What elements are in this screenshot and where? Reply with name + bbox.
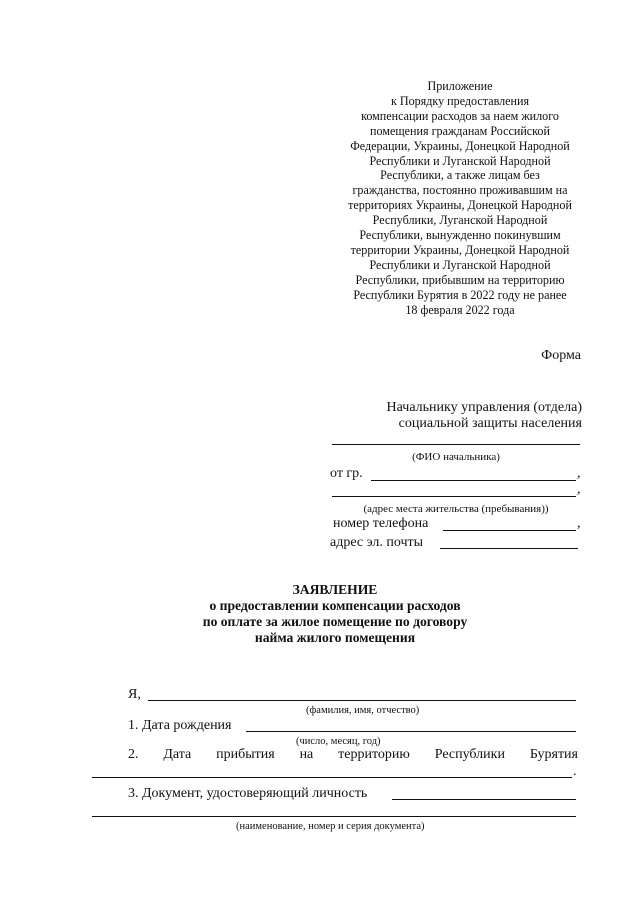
appendix-line: территориях Украины, Донецкой Народной [348,198,572,213]
appendix-line: территории Украины, Донецкой Народной [350,242,570,257]
arrival-date-field[interactable] [92,777,572,778]
comma: , [577,482,581,497]
title-line: найма жилого помещения [254,630,416,645]
address-caption: (адрес места жительства (пребывания)) [363,503,549,515]
arrival-word: Дата [163,747,192,762]
addressee-line-2: социальной защиты населения [398,416,582,431]
arrival-word: территорию [338,747,410,762]
phone-field[interactable] [443,530,576,531]
fio-field[interactable] [148,700,576,701]
title-line: ЗАЯВЛЕНИЕ [292,582,378,597]
arrival-word: 2. [128,747,139,762]
birth-label: 1. Дата рождения [128,718,232,733]
appendix-line: Республики, а также лицам без [380,168,540,183]
head-name-caption: (ФИО начальника) [412,451,500,463]
fio-caption: (фамилия, имя, отчество) [306,705,420,716]
appendix-line: к Порядку предоставления [390,93,530,108]
arrival-label [128,747,578,763]
document-field[interactable] [392,799,576,800]
phone-label: номер телефона [333,516,429,531]
appendix-line: Республики и Луганской Народной [369,153,551,168]
head-name-field[interactable] [332,444,580,445]
appendix-line: компенсации расходов за наем жилого [361,108,559,123]
form-label: Форма [541,348,581,363]
appendix-line: Республики Бурятия в 2022 году не ранее [353,287,567,302]
birth-date-field[interactable] [246,731,576,732]
arrival-word: Республики [434,747,505,762]
document-caption: (наименование, номер и серия документа) [236,821,425,832]
comma: , [577,466,581,481]
appendix-line: Республики и Луганской Народной [369,257,551,272]
date-caption: (число, месяц, год) [296,736,381,747]
arrival-word: прибытия [216,747,275,762]
address-field[interactable] [332,496,576,497]
appendix-line: Республики, вынужденно покинувшим [359,228,561,243]
applicant-name-field[interactable] [371,480,576,481]
arrival-word: Бурятия [529,747,578,762]
email-label: адрес эл. почты [330,535,424,550]
appendix-line: 18 февраля 2022 года [405,302,515,317]
from-prefix: от гр. [330,466,363,481]
addressee-block [320,400,582,432]
appendix-line: Приложение [427,79,493,93]
document-label: 3. Документ, удостоверяющий личность [128,786,368,801]
i-prefix: Я, [128,687,141,702]
title-line: по оплате за жилое помещение по договору [202,614,468,629]
document-title [140,582,530,646]
appendix-line: гражданства, постоянно проживавшим на [352,183,568,198]
addressee-line-1: Начальнику управления (отдела) [386,400,582,415]
arrival-word: на [299,747,314,762]
appendix-line: Республики, прибывшим на территорию [355,272,565,287]
email-field[interactable] [440,548,578,549]
comma: , [577,516,581,531]
appendix-line: Республики, Луганской Народной [372,213,548,228]
appendix-line: Федерации, Украины, Донецкой Народной [350,138,570,153]
appendix-line: помещения гражданам Российской [370,123,550,138]
appendix-note [330,79,590,318]
period: . [573,764,577,779]
title-line: о предоставлении компенсации расходов [209,598,461,613]
document-details-field[interactable] [92,816,576,817]
